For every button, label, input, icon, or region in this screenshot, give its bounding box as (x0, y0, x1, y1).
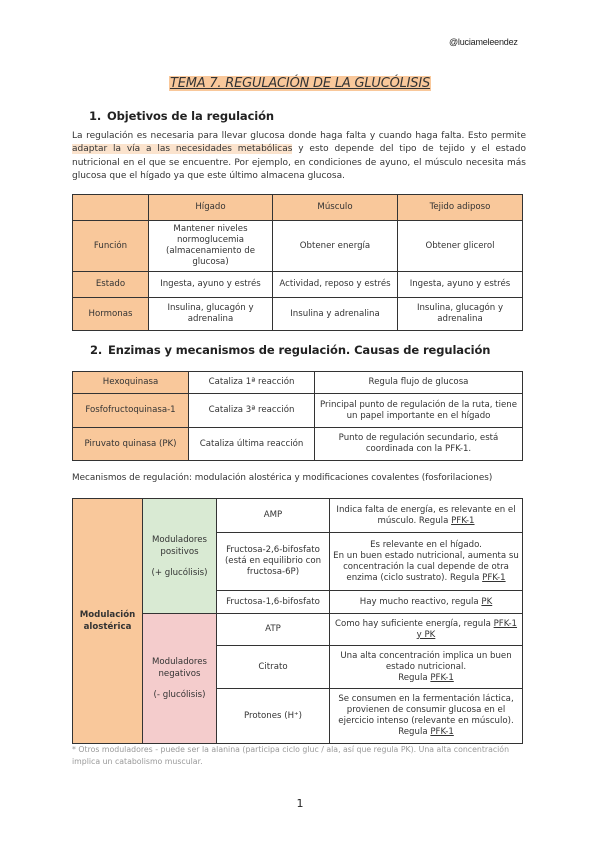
positive-label-text: Moduladores positivos (151, 534, 208, 557)
enzymes-table (72, 371, 523, 461)
modulator-name: Citrato (217, 646, 330, 689)
tissue-regulation-table (72, 194, 523, 331)
allosteric-modulation-table (72, 498, 523, 744)
modulator-name: Protones (H⁺) (217, 689, 330, 744)
section-1-heading (89, 109, 274, 123)
enzyme-role: Punto de regulación secundario, está coordinada con la PFK-1. (315, 428, 523, 461)
header-cell: Músculo (273, 195, 398, 221)
table-cell: Ingesta, ayuno y estrés (149, 272, 273, 298)
header-cell (73, 195, 149, 221)
row-label: Función (73, 221, 149, 272)
section-2-heading (90, 343, 490, 357)
table-row (73, 372, 523, 394)
enzyme-reaction: Cataliza 3ª reacción (189, 394, 315, 428)
table-cell: Obtener glicerol (398, 221, 523, 272)
target-enzyme: PFK-1 (430, 727, 454, 737)
negative-sub-text: (- glucólisis) (153, 690, 206, 700)
table-cell: Insulina, glucagón y adrenalina (149, 298, 273, 331)
highlighted-text: adaptar la vía a las necesidades metabólicas (72, 144, 293, 155)
desc-text: Regula (398, 672, 431, 683)
enzyme-name: Piruvato quinasa (PK) (73, 428, 189, 461)
section-2-title: Enzimas y mecanismos de regulación. Causas de regulación (108, 343, 491, 357)
modulator-desc (330, 591, 523, 614)
author-handle: @luciameleendez (449, 37, 518, 47)
enzyme-role: Principal punto de regulación de la ruta, tiene un papel importante en el hígado (315, 394, 523, 428)
modulator-name: Fructosa-1,6-bifosfato (217, 591, 330, 614)
enzyme-role: Regula flujo de glucosa (315, 372, 523, 394)
table-cell: Ingesta, ayuno y estrés (398, 272, 523, 298)
intro-paragraph (72, 130, 526, 183)
enzyme-reaction: Cataliza última reacción (189, 428, 315, 461)
page-title-text: TEMA 7. REGULACIÓN DE LA GLUCÓLISIS (169, 76, 431, 91)
table-cell: Obtener energía (273, 221, 398, 272)
mechanisms-text: Mecanismos de regulación: modulación alostérica y modificaciones covalentes (fosforilaciones) (72, 473, 493, 483)
table-row (73, 221, 523, 272)
table-cell: Actividad, reposo y estrés (273, 272, 398, 298)
table-row (73, 499, 523, 533)
table-row (73, 394, 523, 428)
positive-modulators-label (143, 499, 217, 614)
paragraph-text: La regulación es necesaria para llevar glucosa donde haga falta y cuando haga falta. Esto permite (72, 131, 526, 141)
enzyme-reaction: Cataliza 1ª reacción (189, 372, 315, 394)
modulator-desc (330, 499, 523, 533)
allosteric-label-text: Modulación alostérica (79, 610, 136, 632)
modulator-desc (330, 646, 523, 689)
positive-sub-text: (+ glucólisis) (151, 567, 208, 578)
page-title (0, 72, 600, 91)
desc-text: Como hay suficiente energía, regula (334, 618, 494, 629)
table-header-row (73, 195, 523, 221)
table-cell: Insulina y adrenalina (273, 298, 398, 331)
target-enzyme: PFK-1 (430, 672, 454, 683)
target-enzyme: PFK-1 (451, 515, 475, 526)
table-cell: Insulina, glucagón y adrenalina (398, 298, 523, 331)
footnote: * Otros moduladores - puede ser la alanina (participa ciclo gluc / ala, así que regula PK). Una alta concentración implica un catabolismo muscular. (72, 745, 510, 766)
target-enzyme: PK (481, 596, 493, 607)
desc-text: En un buen estado nutricional, aumenta su concentración la cual depende de otra enzima (ciclo sustrato). Regula (333, 550, 519, 583)
desc-text: Es relevante en el hígado. (370, 539, 482, 550)
desc-text: Se consumen en la fermentación láctica, provienen de consumir glucosa en el ejercicio intenso (relevante en músculo). (338, 694, 514, 726)
desc-text: Hay mucho reactivo, regula (359, 596, 482, 607)
target-enzyme: PFK-1 (482, 572, 506, 583)
row-label: Estado (73, 272, 149, 298)
desc-text: Una alta concentración implica un buen estado nutricional. (340, 650, 512, 672)
section-1-title: Objetivos de la regulación (107, 109, 275, 123)
desc-text: Regula (398, 727, 431, 737)
header-cell: Tejido adiposo (398, 195, 523, 221)
table-cell: Mantener niveles normoglucemia (almacenamiento de glucosa) (149, 221, 273, 272)
row-label: Hormonas (73, 298, 149, 331)
negative-modulators-label (143, 614, 217, 744)
allosteric-label (73, 499, 143, 744)
modulator-desc (330, 689, 523, 744)
table-row (73, 272, 523, 298)
header-cell: Hígado (149, 195, 273, 221)
enzyme-name: Hexoquinasa (73, 372, 189, 394)
modulator-name: Fructosa-2,6-bifosfato (está en equilibrio con fructosa-6P) (217, 533, 330, 591)
modulator-desc (330, 614, 523, 646)
desc-text: Indica falta de energía, es relevante en el músculo. Regula (336, 504, 516, 526)
section-2-number: 2. (90, 343, 103, 357)
target-enzyme: PFK-1 y PK (416, 618, 518, 640)
enzyme-name: Fosfofructoquinasa-1 (73, 394, 189, 428)
modulator-name: ATP (217, 614, 330, 646)
page-number: 1 (296, 797, 304, 810)
paragraph-text: y esto depende del tipo de tejido y el estado nutricional en el que se encuentre. Por ejemplo, en condiciones de ayuno, el músculo necesita más glucosa que el hígado ya que este último almacena glucosa. (72, 144, 526, 181)
negative-label-text: Moduladores negativos (151, 657, 208, 679)
modulator-desc (330, 533, 523, 591)
modulator-name: AMP (217, 499, 330, 533)
section-1-number: 1. (89, 109, 102, 123)
table-row (73, 428, 523, 461)
table-row (73, 298, 523, 331)
